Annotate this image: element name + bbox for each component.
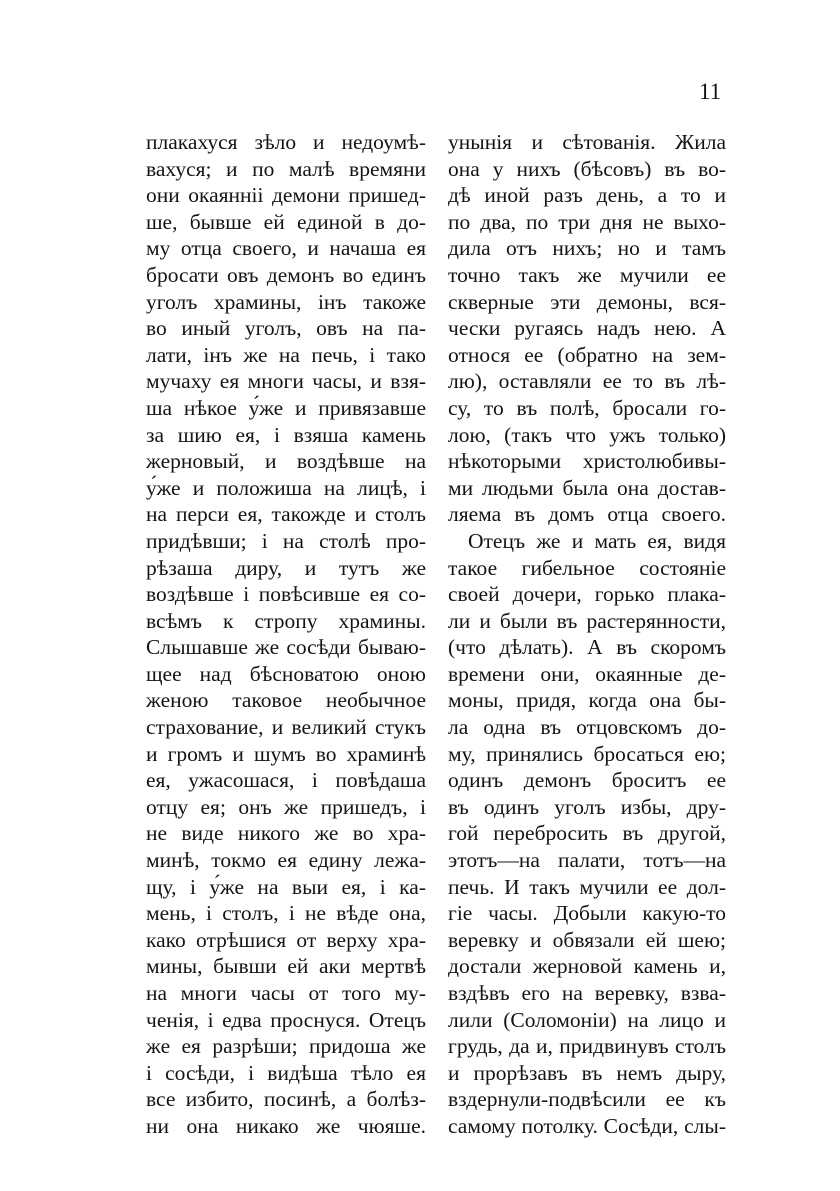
text-line: вахуся; и по малѣ времяни	[146, 156, 426, 181]
text-line: все избито, посинѣ, а болѣз-	[146, 1087, 426, 1112]
text-line: она у нихъ (бѣсовъ) въ во-	[448, 156, 726, 181]
text-line: Слышавше же сосѣди бываю-	[146, 635, 426, 660]
text-line: ла одна въ отцовскомъ до-	[448, 715, 726, 740]
text-line: лати, інъ же на печь, і тако	[146, 342, 426, 367]
text-line: моны, придя, когда она бы-	[448, 688, 726, 713]
text-line: такое гибельное состоянiе	[448, 555, 726, 580]
text-line: чески ругаясь надъ нею. А	[448, 316, 726, 341]
text-line: этотъ—на палати, тотъ—на	[448, 848, 726, 873]
text-line: всѣмъ к стропу храмины.	[146, 608, 426, 633]
text-line: веревку и обвязали ей шею;	[448, 927, 726, 952]
text-line: времени они, окаянные де-	[448, 661, 726, 686]
text-line: Отецъ же и мать ея, видя	[468, 528, 726, 553]
text-line: мины, бывши ей аки мертвѣ	[146, 954, 426, 979]
text-line: ше, бывше ей единой в до-	[146, 209, 426, 234]
text-line: ея, ужасошася, і повѣдаша	[146, 768, 426, 793]
text-line: ша нѣкое у́же и привязавше	[146, 395, 426, 420]
text-line: придѣвши; і на столѣ про-	[146, 528, 426, 553]
left-text-column	[146, 129, 426, 1140]
text-line: одинъ демонъ броситъ ее	[448, 768, 726, 793]
text-line: своей дочери, горько плака-	[448, 582, 726, 607]
text-line: лю), оставляли ее то въ лѣ-	[448, 369, 726, 394]
right-text-column	[448, 129, 726, 1140]
text-line: рѣзаша диру, и тутъ же	[146, 555, 426, 580]
text-line: вздернули-подвѣсили ее къ	[448, 1087, 726, 1112]
text-line: достали жерновой камень и,	[448, 954, 726, 979]
text-line: гiе часы. Добыли какую-то	[448, 901, 726, 926]
text-line: скверные эти демоны, вся-	[448, 289, 726, 314]
text-line: въ одинъ уголъ избы, дру-	[448, 794, 726, 819]
text-line: относя ее (обратно на зем-	[448, 342, 726, 367]
text-line: і сосѣди, і видѣша тѣло ея	[146, 1060, 426, 1085]
text-line: лили (Соломонiи) на лицо и	[448, 1007, 726, 1032]
text-line: бросати овъ демонъ во единъ	[146, 262, 426, 287]
text-line: во иный уголъ, овъ на па-	[146, 316, 426, 341]
text-line: мень, і столъ, і не вѣде она,	[146, 901, 426, 926]
text-line: ляема въ домъ отца своего.	[448, 502, 726, 527]
text-line: воздѣвше і повѣсивше ея со-	[146, 582, 426, 607]
text-line: за шию ея, і взяша камень	[146, 422, 426, 447]
text-line: уголъ храмины, інъ такоже	[146, 289, 426, 314]
text-line: ченiя, і едва проснуся. Отецъ	[146, 1007, 426, 1032]
text-line: како отрѣшися от верху хра-	[146, 927, 426, 952]
text-line: лою, (такъ что ужъ только)	[448, 422, 726, 447]
text-line: ми людьми была она достав-	[448, 475, 726, 500]
text-line: плакахуся зѣло и недоумѣ-	[146, 130, 426, 154]
text-line: отцу ея; онъ же пришедъ, і	[146, 794, 426, 819]
text-line: дила отъ нихъ; но и тамъ	[448, 236, 726, 261]
text-line: щее над бѣсноватою оною	[146, 661, 426, 686]
text-line: ни она никако же чюяше.	[146, 1113, 426, 1138]
text-line: у́же и положиша на лицѣ, і	[146, 475, 426, 500]
text-line: ли и были въ растерянности,	[448, 608, 726, 633]
text-line: же ея разрѣши; придоша же	[146, 1034, 426, 1059]
text-line: нѣкоторыми христолюбивы-	[448, 449, 726, 474]
page-number: 11	[699, 79, 722, 104]
text-line: не виде никого же во хра-	[146, 821, 426, 846]
text-line: и прорѣзавъ въ немъ дыру,	[448, 1060, 726, 1085]
text-line: и громъ и шумъ во храминѣ	[146, 741, 426, 766]
text-line: су, то въ полѣ, бросали го-	[448, 395, 726, 420]
text-line: дѣ иной разъ день, а то и	[448, 183, 726, 208]
text-line: они окаяннiі демони пришед-	[146, 183, 426, 208]
text-line: на многи часы от того му-	[146, 981, 426, 1005]
text-line: страхование, и великий стукъ	[146, 715, 426, 740]
text-line: му, принялись бросаться ею;	[448, 741, 726, 766]
text-line: минѣ, токмо ея едину лежа-	[146, 848, 426, 873]
text-line: грудь, да и, придвинувъ столъ	[448, 1034, 726, 1059]
text-line: (что дѣлать). А въ скоромъ	[448, 635, 726, 660]
text-line: самому потолку. Сосѣди, слы-	[448, 1113, 726, 1138]
text-line: гой перебросить въ другой,	[448, 821, 726, 846]
text-line: му отца своего, и начаша ея	[146, 236, 426, 261]
text-line: вздѣвъ его на веревку, взва-	[448, 981, 726, 1005]
text-line: щу, і у́же на выи ея, і ка-	[146, 874, 426, 899]
text-line: унынiя и сѣтованiя. Жила	[448, 130, 726, 154]
text-line: точно такъ же мучили ее	[448, 262, 726, 287]
text-line: на перси ея, такожде и столъ	[146, 502, 426, 527]
text-line: мучаху ея многи часы, и взя-	[146, 369, 426, 394]
text-line: печь. И такъ мучили ее дол-	[448, 874, 726, 899]
text-line: женою таковое необычное	[146, 688, 426, 713]
text-line: жерновый, и воздѣвше на	[146, 449, 426, 474]
text-line: по два, по три дня не выхо-	[448, 209, 726, 234]
